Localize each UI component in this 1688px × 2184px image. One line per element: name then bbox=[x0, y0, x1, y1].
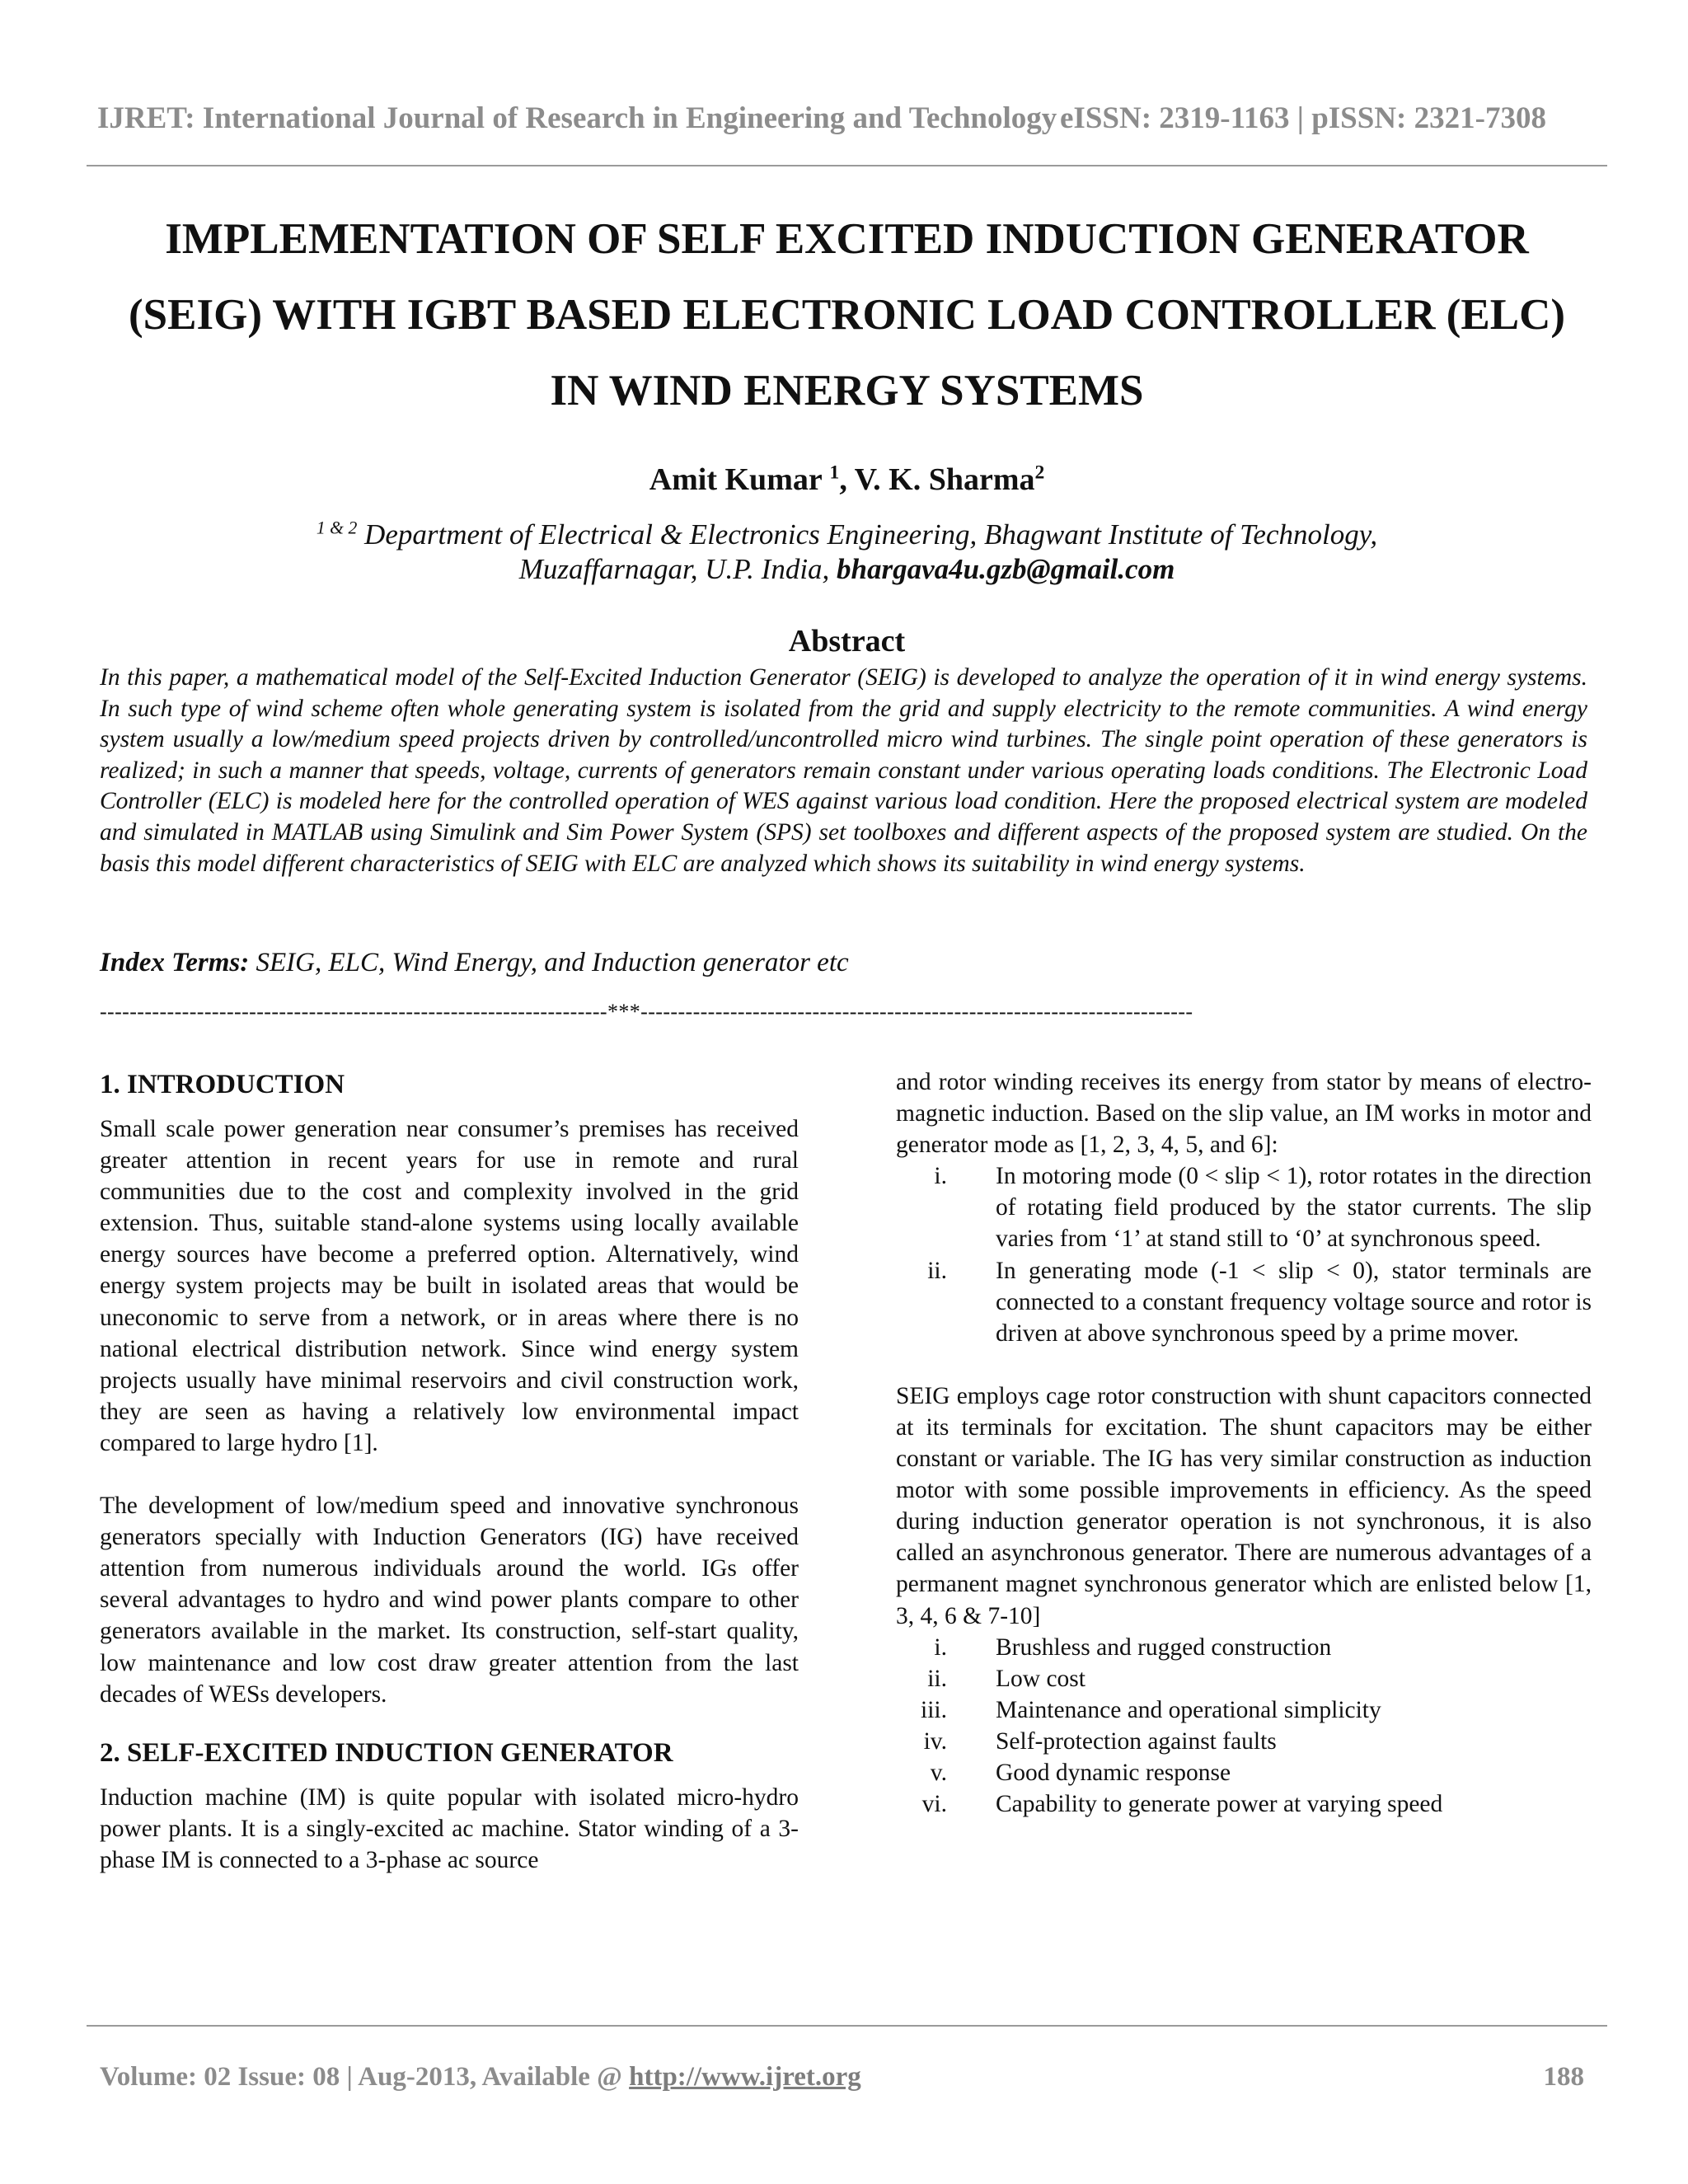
page-footer bbox=[100, 2062, 1587, 2093]
list-item: iv. Self-protection against faults bbox=[923, 1727, 1277, 1755]
authors bbox=[87, 462, 1607, 498]
intro-paragraph-2: The development of low/medium speed and innovative synchronous generators specially with Induction Generators (IG) have received attention from numerous individuals around the world. IGs offer several advantages to hydro and wind power plants compare to other generators available in the market. Its construction, self-start quality, low maintenance and low cost draw greater attention from the last decades of WESs developers. bbox=[100, 1493, 799, 1708]
index-terms-text: SEIG, ELC, Wind Energy, and Induction generator etc bbox=[249, 948, 849, 977]
affiliation-line-1: Department of Electrical & Electronics Engineering, Bhagwant Institute of Technology, bbox=[357, 518, 1378, 551]
abstract-heading: Abstract bbox=[788, 624, 906, 658]
seig-paragraph-2: and rotor winding receives its energy from stator by means of electro-magnetic induction. Based on the slip value, an IM works in motor and generator mode as [1, 2, 3, 4, 5, and 6]: bbox=[896, 1069, 1592, 1159]
journal-link[interactable]: http://www.ijret.org bbox=[629, 2062, 861, 2092]
author-separator: , bbox=[839, 462, 855, 497]
list-item: vi. Capability to generate power at varying speed bbox=[921, 1791, 1443, 1818]
list-item: iii. Maintenance and operational simplicity bbox=[921, 1696, 1381, 1723]
advantages-list bbox=[896, 1632, 1592, 1821]
paper-title bbox=[87, 201, 1607, 429]
affiliation bbox=[87, 518, 1607, 587]
issn-info: eISSN: 2319-1163 | pISSN: 2321-7308 bbox=[1060, 101, 1546, 135]
list-item: i. Brushless and rugged construction bbox=[934, 1633, 1332, 1661]
page-number: 188 bbox=[1543, 2062, 1584, 2092]
abstract-text: In this paper, a mathematical model of the Self-Excited Induction Generator (SEIG) is developed to analyze the operation of it in wind energy systems. In such type of wind scheme often whole generating system is isolated from the grid and supply electricity to the remote communities. A wind energy system usually a low/medium speed projects driven by controlled/uncontrolled micro wind turbines. The single point operation of these generators is realized; in such a manner that speeds, voltage, currents of generators remain constant under various operating loads conditions. The Electronic Load Controller (ELC) is modeled here for the controlled operation of WES against various load condition. Here the proposed electrical system are modeled and simulated in MATLAB using Simulink and Sim Power System (SPS) set toolboxes and different aspects of the proposed system are studied. On the basis this model different characteristics of SEIG with ELC are analyzed which shows its suitability in wind energy systems. bbox=[100, 664, 1587, 877]
left-column bbox=[100, 1066, 799, 1876]
section-1-heading: 1. INTRODUCTION bbox=[100, 1070, 345, 1099]
author-email: bhargava4u.gzb@gmail.com bbox=[837, 553, 1175, 585]
list-item: ii. In generating mode (-1 < slip < 0), stator terminals are connected to a constant frequency voltage source and rotor is driven at above synchronous speed by a prime mover. bbox=[927, 1257, 1592, 1347]
author-1: Amit Kumar bbox=[649, 462, 830, 497]
index-terms bbox=[100, 948, 1587, 978]
intro-paragraph-1: Small scale power generation near consumer’s premises has received greater attention in recent years for use in remote and rural communities due to the cost and complexity involved in the grid extension. Thus, suitable stand-alone systems using locally available energy sources have become a preferred option. Alternatively, wind energy system projects may be built in isolated areas that would be uneconomic to serve from a network, or in areas where there is no national electrical distribution network. Since wind energy system projects usually have minimal reservoirs and civil construction work, they are seen as having a relatively low environmental impact compared to large hydro [1]. bbox=[100, 1116, 799, 1456]
section-2-heading: 2. SELF-EXCITED INDUCTION GENERATOR bbox=[100, 1737, 673, 1768]
author-1-sup: 1 bbox=[829, 462, 840, 484]
list-item: i. In motoring mode (0 < slip < 1), rotor rotates in the direction of rotating field produced by the stator currents. The slip varies from ‘1’ at stand still to ‘0’ at synchronous speed. bbox=[934, 1163, 1592, 1253]
list-item: ii. Low cost bbox=[927, 1665, 1085, 1692]
seig-paragraph-1: Induction machine (IM) is quite popular with isolated micro-hydro power plants. It is a singly-excited ac machine. Stator winding of a 3-phase IM is connected to a 3-phase ac source bbox=[100, 1783, 799, 1873]
index-terms-label: Index Terms: bbox=[100, 948, 250, 977]
footer-rule bbox=[87, 2025, 1607, 2027]
title-line-2: (SEIG) WITH IGBT BASED ELECTRONIC LOAD CONTROLLER (ELC) bbox=[129, 291, 1565, 339]
right-column bbox=[896, 1066, 1592, 1820]
affiliation-line-2: Muzaffarnagar, U.P. India, bbox=[518, 553, 837, 585]
list-item: v. Good dynamic response bbox=[930, 1759, 1231, 1786]
volume-info: Volume: 02 Issue: 08 | Aug-2013, Available @ bbox=[100, 2062, 630, 2092]
journal-name: IJRET: International Journal of Research in Engineering and Technology bbox=[97, 101, 1057, 135]
author-2-sup: 2 bbox=[1034, 462, 1045, 484]
header-rule bbox=[87, 165, 1607, 166]
affiliation-sup: 1 & 2 bbox=[316, 518, 358, 538]
section-separator: --------------------------------------------------------------------***-------------------------------------------------------------------------- bbox=[100, 1000, 1193, 1024]
seig-paragraph-3: SEIG employs cage rotor construction with shunt capacitors connected at its terminals for excitation. The shunt capacitors may be either constant or variable. The IG has very similar construction as induction motor with some possible improvements in efficiency. As the speed during induction generator operation is not synchronous, it is also called an asynchronous generator. There are numerous advantages of a permanent magnet synchronous generator which are enlisted below [1, 3, 4, 6 & 7-10] bbox=[896, 1382, 1592, 1629]
author-2: V. K. Sharma bbox=[854, 462, 1035, 497]
operating-modes-list bbox=[896, 1160, 1592, 1349]
title-line-1: IMPLEMENTATION OF SELF EXCITED INDUCTION GENERATOR bbox=[165, 215, 1529, 263]
title-line-3: IN WIND ENERGY SYSTEMS bbox=[550, 367, 1144, 415]
